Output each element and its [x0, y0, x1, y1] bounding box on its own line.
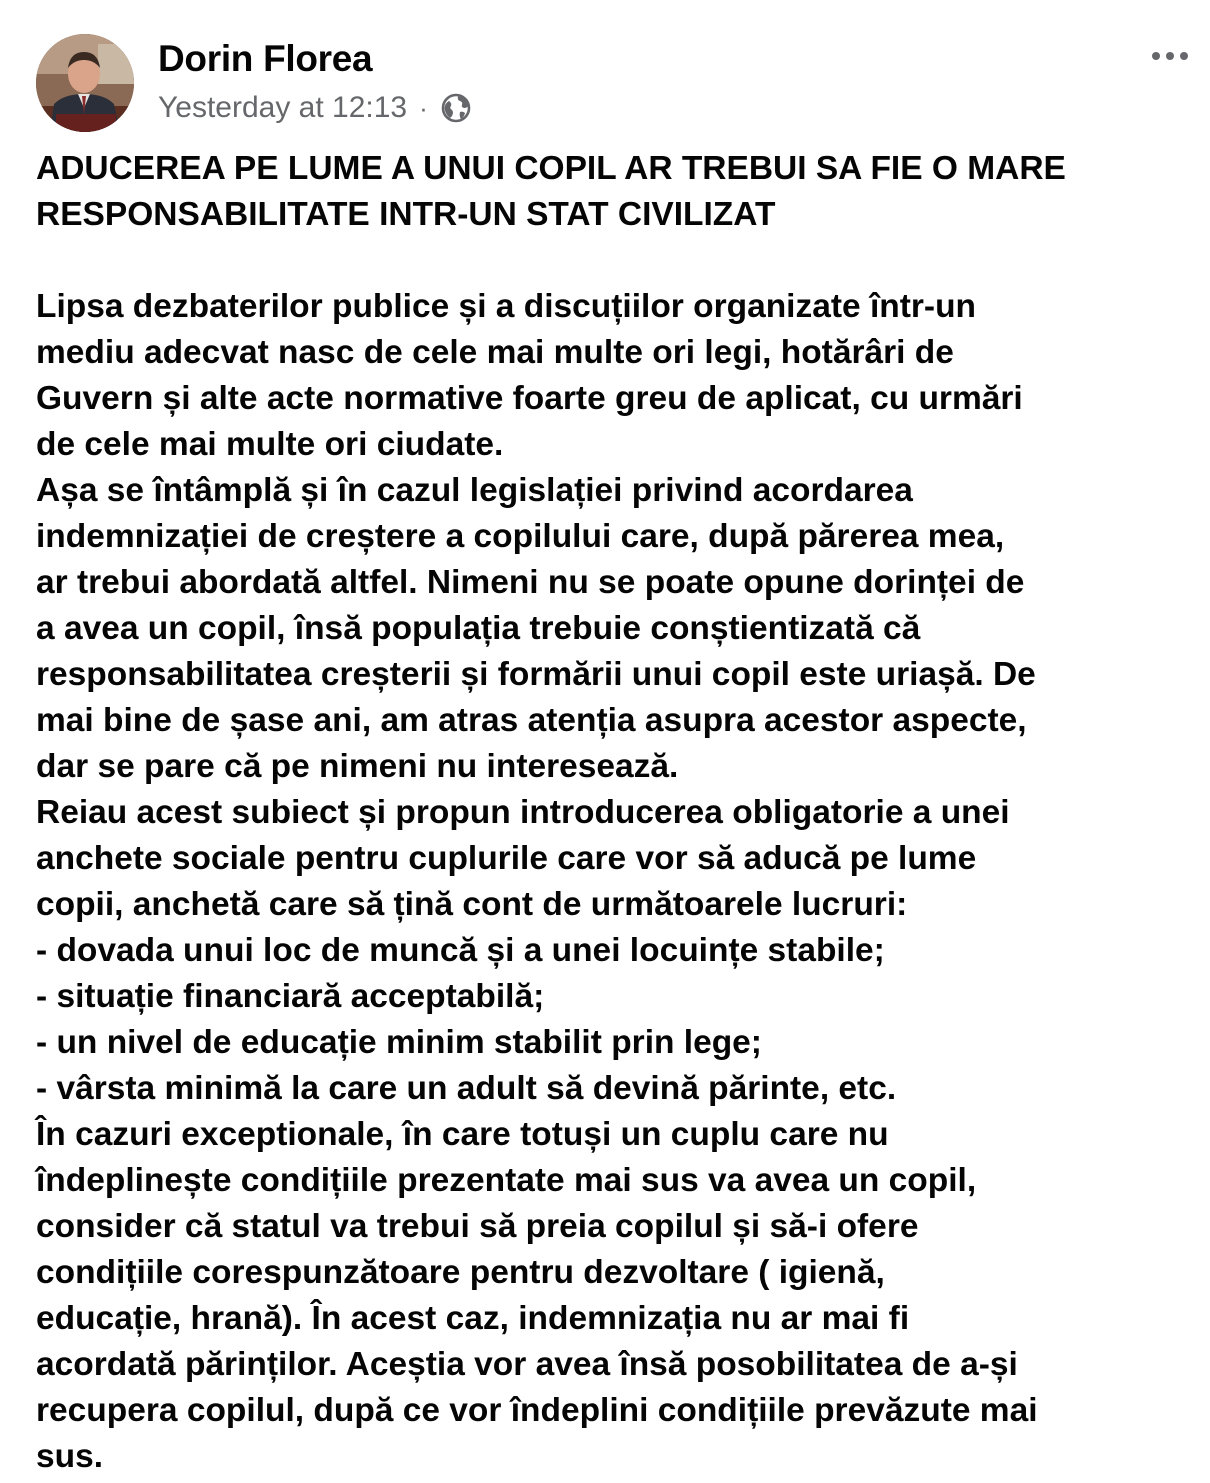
post-body-line: - situație financiară acceptabilă;	[36, 978, 545, 1015]
more-dot	[1180, 52, 1188, 60]
post-body-line: a avea un copil, însă populația trebuie conștientizată că	[36, 610, 921, 647]
more-dot	[1166, 52, 1174, 60]
more-options-icon[interactable]	[1152, 46, 1188, 66]
post-body-line: anchete sociale pentru cuplurile care vor să aducă pe lume	[36, 840, 977, 877]
post-body-line: condițiile corespunzătoare pentru dezvoltare ( igienă,	[36, 1254, 885, 1291]
post-body-line: copii, anchetă care să țină cont de următoarele lucruri:	[36, 886, 908, 923]
globe-icon[interactable]	[440, 92, 472, 124]
post-body-line: În cazuri exceptionale, în care totuși un cuplu care nu	[36, 1116, 889, 1153]
post-body-line: - vârsta minimă la care un adult să devină părinte, etc.	[36, 1070, 897, 1107]
post-meta	[158, 88, 472, 128]
author-name[interactable]: Dorin Florea	[158, 38, 373, 79]
post-title-line: ADUCEREA PE LUME A UNUI COPIL AR TREBUI SA FIE O MARE	[36, 150, 1066, 187]
post-body-line: ar trebui abordată altfel. Nimeni nu se poate opune dorinței de	[36, 564, 1025, 601]
post-body-line: Guvern și alte acte normative foarte greu de aplicat, cu urmări	[36, 380, 1023, 417]
post-body-line: sus.	[36, 1438, 104, 1475]
meta-separator: ·	[419, 92, 428, 123]
post-body-line: Așa se întâmplă și în cazul legislației privind acordarea	[36, 472, 913, 509]
post-body-line: - un nivel de educație minim stabilit prin lege;	[36, 1024, 762, 1061]
post-body-line: educație, hrană). În acest caz, indemnizația nu ar mai fi	[36, 1300, 910, 1337]
post-body-line: - dovada unui loc de muncă și a unei locuințe stabile;	[36, 932, 885, 969]
post-body-line: mediu adecvat nasc de cele mai multe ori legi, hotărâri de	[36, 334, 954, 371]
post-body-line: mai bine de șase ani, am atras atenția asupra acestor aspecte,	[36, 702, 1027, 739]
post-text	[36, 146, 1176, 1480]
post-body-line: îndeplinește condițiile prezentate mai sus va avea un copil,	[36, 1162, 977, 1199]
paragraph-spacer	[36, 238, 1176, 284]
avatar-photo	[36, 34, 134, 132]
post-title-line: RESPONSABILITATE INTR-UN STAT CIVILIZAT	[36, 196, 776, 233]
post-body-line: Lipsa dezbaterilor publice și a discuțiilor organizate într-un	[36, 288, 977, 325]
post-body-line: indemnizației de creștere a copilului care, după părerea mea,	[36, 518, 1005, 555]
post-body-line: recupera copilul, după ce vor îndeplini condițiile prevăzute mai	[36, 1392, 1038, 1429]
post-body-line: de cele mai multe ori ciudate.	[36, 426, 504, 463]
post-body-line: acordată părinților. Aceștia vor avea însă posobilitatea de a-și	[36, 1346, 1018, 1383]
post-body-line: responsabilitatea creșterii și formării unui copil este uriașă. De	[36, 656, 1036, 693]
post-body-line: dar se pare că pe nimeni nu interesează.	[36, 748, 679, 785]
post-body-line: consider că statul va trebui să preia copilul și să-i ofere	[36, 1208, 919, 1245]
post-timestamp[interactable]: Yesterday at 12:13	[158, 91, 408, 124]
more-dot	[1152, 52, 1160, 60]
post-body-line: Reiau acest subiect și propun introducerea obligatorie a unei	[36, 794, 1010, 831]
author-avatar[interactable]	[36, 34, 134, 132]
